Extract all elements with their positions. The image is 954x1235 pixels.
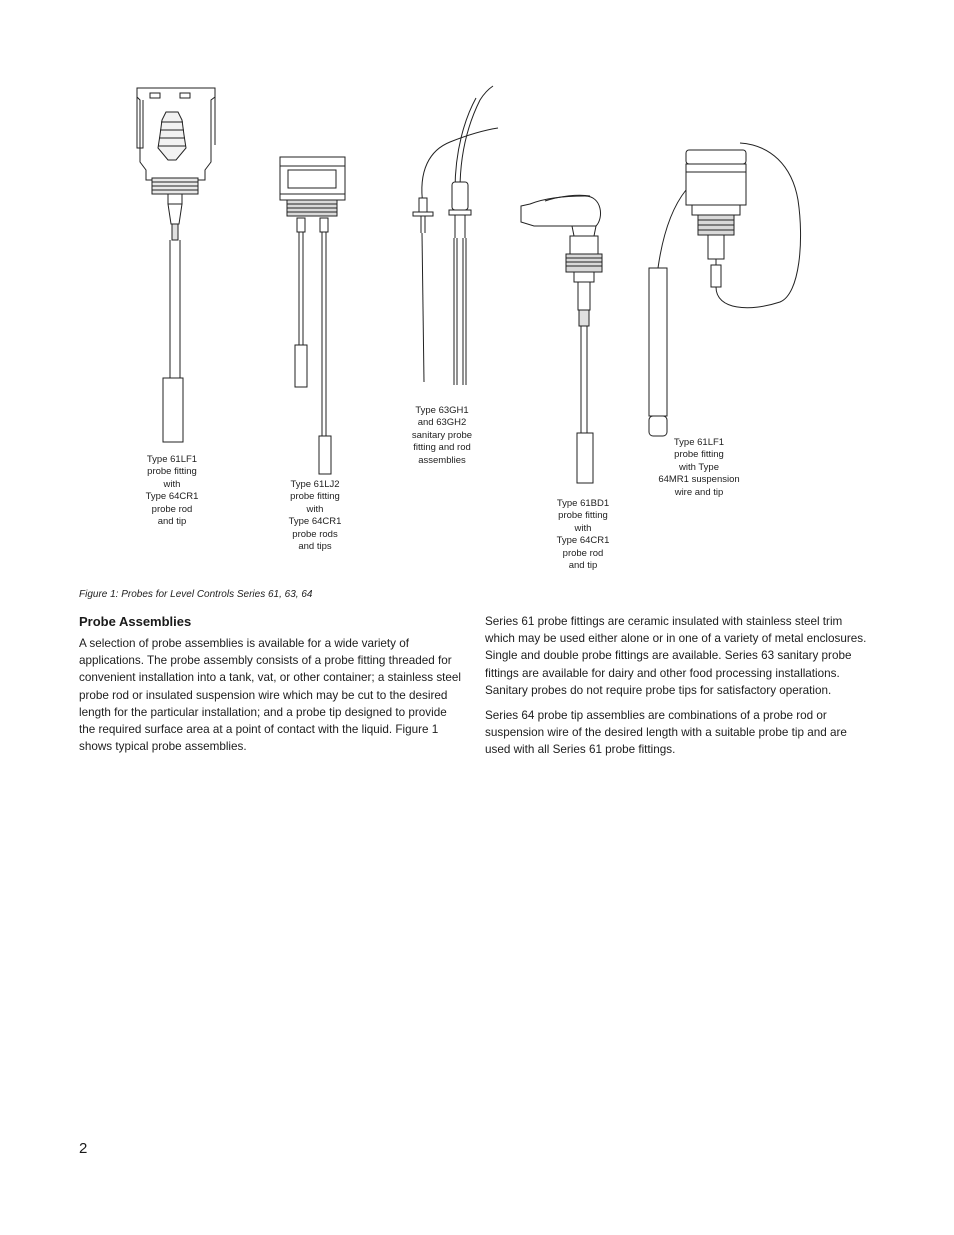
probe-63gh-sanitary-illustration [413,86,498,385]
caption-61lf1-wire: Type 61LF1 probe fitting with Type 64MR1 suspension wire and tip [658,437,740,498]
page-number: 2 [79,1140,88,1157]
probe-figure [0,0,954,600]
caption-61bd1: Type 61BD1 probe fitting with Type 64CR1 probe rod and tip [556,498,610,572]
right-paragraph-1: Series 61 probe fittings are ceramic insulated with stainless steel trim which may be used either alone or in one of a variety of metal enclosures. Single and double probe fittings are available. Series 63 sanitary probe fittings are available for dairy and other food processing installations. Sanitary probes do not require probe tips for satisfactory operation. [485,615,867,697]
probe-61lf1-rod-illustration [137,88,215,442]
left-paragraph: A selection of probe assemblies is available for a wide variety of applications. The probe assembly consists of a probe fitting threaded for convenient installation into a tank, vat, or other container; a stainless steel probe rod or insulated suspension wire which may be cut to the desired length for the particular installation; and a probe tip designed to provide the required surface area at a point of contact with the liquid. Figure 1 shows typical probe assemblies. [79,637,462,754]
figure-caption: Figure 1: Probes for Level Controls Series 61, 63, 64 [79,589,313,600]
caption-63gh: Type 63GH1 and 63GH2 sanitary probe fitting and rod assemblies [411,405,473,466]
probe-61lj2-rods-illustration [280,157,345,474]
probe-61bd1-illustration [521,195,602,483]
caption-61lj2: Type 61LJ2 probe fitting with Type 64CR1 probe rods and tips [288,479,342,553]
right-paragraph-2: Series 64 probe tip assemblies are combinations of a probe rod or suspension wire of the desired length with a suitable probe tip and are used with all Series 61 probe fittings. [485,709,847,757]
caption-61lf1-rod: Type 61LF1 probe fitting with Type 64CR1 probe rod and tip [145,454,199,528]
probe-61lf1-wire-illustration [649,143,801,436]
section-heading: Probe Assemblies [79,614,192,629]
